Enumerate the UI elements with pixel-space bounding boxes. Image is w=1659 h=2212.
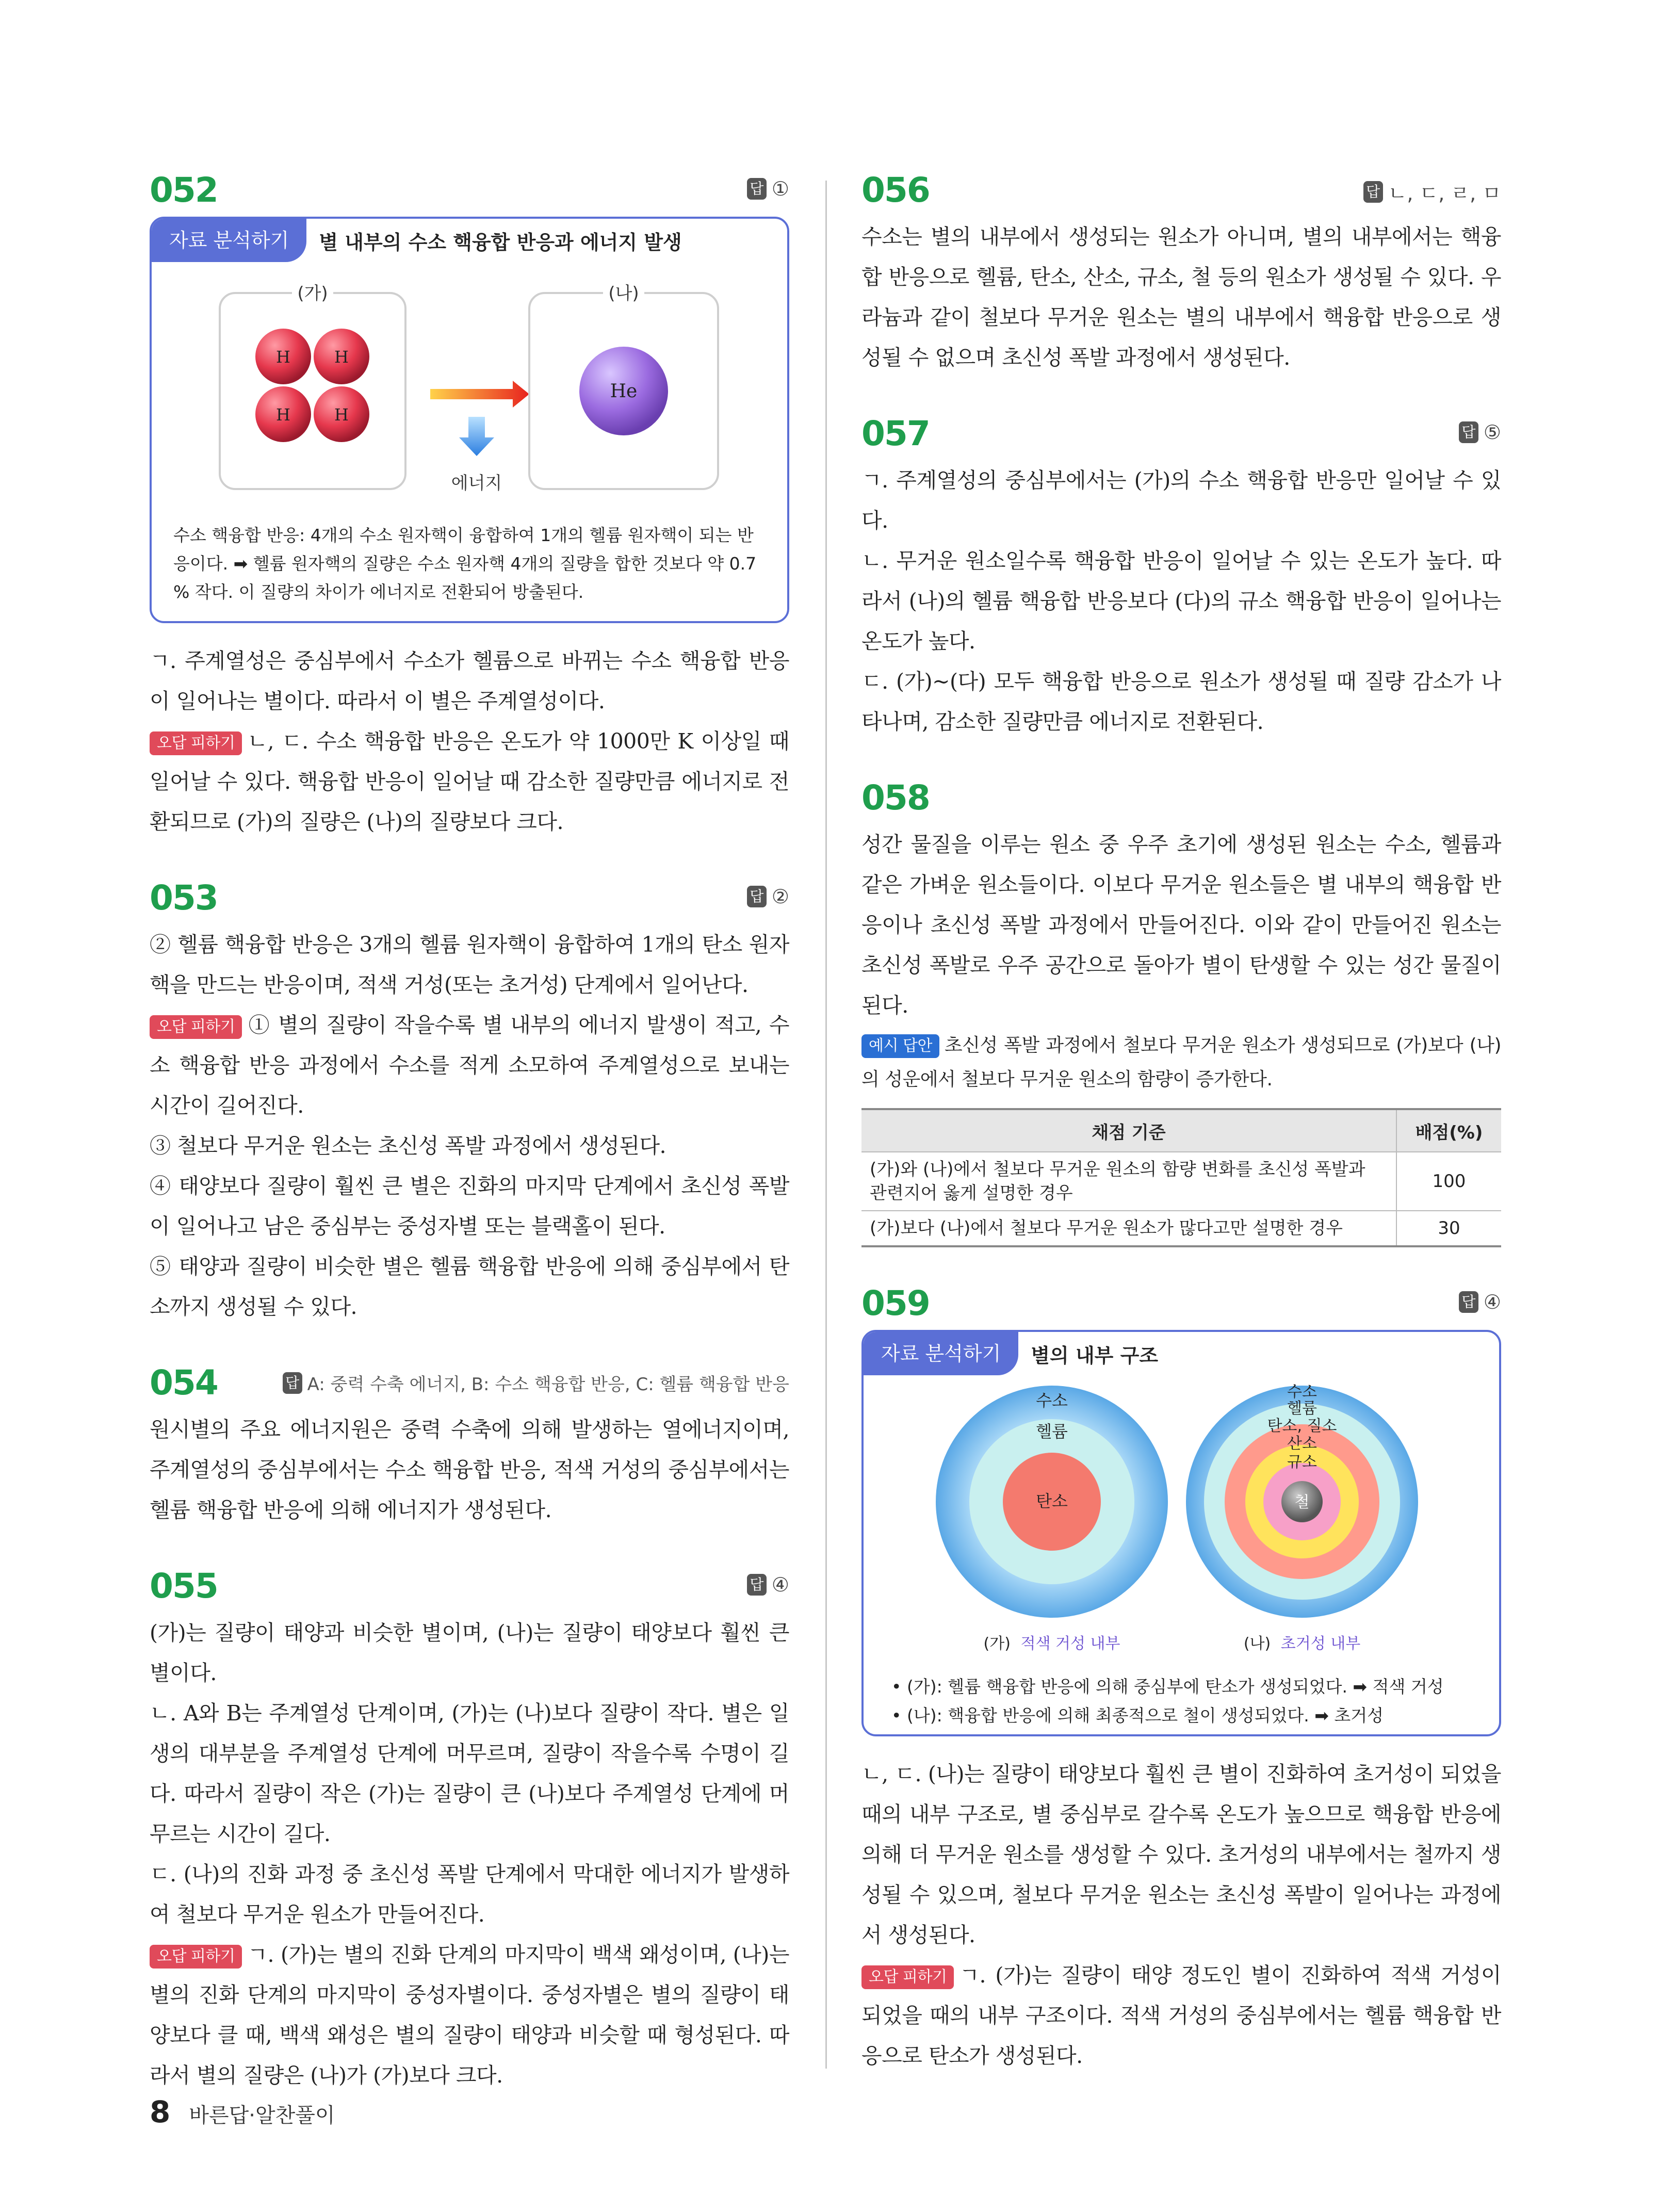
paragraph: ㄱ. 주계열성의 중심부에서는 (가)의 수소 핵융합 반응만 일어날 수 있다. <box>861 468 1501 533</box>
table-cell: (가)보다 (나)에서 철보다 무거운 원소가 많다고만 설명한 경우 <box>861 1211 1396 1246</box>
answer-value: ④ <box>771 1573 789 1596</box>
fusion-arrow <box>430 381 529 408</box>
page-footer <box>150 2094 335 2129</box>
svg-text:헬륨: 헬륨 <box>1287 1400 1317 1418</box>
answer-value: ② <box>771 885 789 908</box>
svg-text:H: H <box>276 347 290 367</box>
box-bullets <box>891 1672 1444 1730</box>
paragraph: ㄱ. 주계열성은 중심부에서 수소가 헬륨으로 바뀌는 수소 핵융합 반응이 일어나는 별이다. 따라서 이 별은 주계열성이다. <box>150 648 789 713</box>
paragraph: (가)는 질량이 태양과 비슷한 별이며, (나)는 질량이 태양보다 훨씬 큰 별이다. <box>150 1620 789 1685</box>
label-ga: (가) <box>297 283 328 304</box>
question-number: 056 <box>861 170 930 210</box>
data-analysis-box-059 <box>861 1330 1501 1736</box>
answer-label <box>747 177 789 200</box>
example-answer-text: 초신성 폭발 과정에서 철보다 무거운 원소가 생성되므로 (가)보다 (나)의 성운에서 철보다 무거운 원소의 함량이 증가한다. <box>861 1035 1501 1090</box>
scoring-table <box>861 1108 1501 1247</box>
paragraph: 성간 물질을 이루는 원소 중 우주 초기에 생성된 원소는 수소, 헬륨과 같은 가벼운 원소들이다. 이보다 무거운 원소들은 별 내부의 핵융합 반응이나 초신성 폭발 과정에서 만들어진다. 이와 같이 만들어진 원소는 초신성 폭발로 우주 공간으로 돌아가 별이 탄생할 수 있는 성간 물질이 된다. <box>861 832 1501 1018</box>
question-058-header <box>861 778 1501 824</box>
paragraph: ⑤ 태양과 질량이 비슷한 별은 헬륨 핵융합 반응에 의해 중심부에서 탄소까지 생성될 수 있다. <box>150 1254 789 1319</box>
svg-text:수소: 수소 <box>1036 1391 1068 1410</box>
page-number: 8 <box>150 2094 171 2129</box>
svg-text:H: H <box>334 347 349 367</box>
svg-text:산소: 산소 <box>1287 1435 1317 1453</box>
energy-label: 에너지 <box>451 473 502 494</box>
column-divider <box>825 181 827 2069</box>
answer-icon: 답 <box>283 1372 302 1394</box>
box-heading: 별 내부의 수소 핵융합 반응과 에너지 발생 <box>319 231 682 254</box>
svg-text:(나) 초거성 내부 <box>1244 1635 1360 1653</box>
answer-icon: 답 <box>747 1574 767 1596</box>
answer-icon: 답 <box>747 886 767 907</box>
example-answer-tag: 예시 답안 <box>861 1034 939 1058</box>
svg-text:규소: 규소 <box>1287 1453 1317 1471</box>
svg-text:수소: 수소 <box>1287 1383 1317 1401</box>
table-cell: (가)와 (나)에서 철보다 무거운 원소의 함량 변화를 초신성 폭발과 관련지어 옳게 설명한 경우 <box>861 1152 1396 1211</box>
svg-text:(가) 적색 거성 내부 <box>984 1635 1120 1653</box>
supergiant-structure <box>1186 1383 1418 1618</box>
answer-value: ⑤ <box>1483 421 1501 444</box>
question-number: 058 <box>861 778 930 818</box>
svg-text:철: 철 <box>1294 1493 1310 1511</box>
box-heading: 별의 내부 구조 <box>1031 1344 1159 1367</box>
answer-label <box>1363 177 1501 206</box>
question-number: 054 <box>150 1363 218 1403</box>
answer-label <box>747 885 789 908</box>
paragraph: ㄴ, ㄷ. (나)는 질량이 태양보다 훨씬 큰 별이 진화하여 초거성이 되었을 때의 내부 구조로, 별 중심부로 갈수록 온도가 높으므로 핵융합 반응에 의해 더 무거운 원소를 생성할 수 있다. 초거성의 내부에서는 철까지 생성될 수 있으며, 철보다 무거운 원소는 초신성 폭발이 일어나는 과정에서 생성된다. <box>861 1762 1501 1947</box>
question-number: 053 <box>150 878 218 918</box>
answer-icon: 답 <box>1363 181 1383 203</box>
answer-value: A: 중력 수축 에너지, B: 수소 핵융합 반응, C: 헬륨 핵융합 반응 <box>307 1374 789 1395</box>
paragraph: ㄴ. 무거운 원소일수록 핵융합 반응이 일어날 수 있는 온도가 높다. 따라서 (나)의 헬륨 핵융합 반응보다 (다)의 규소 핵융합 반응이 일어나는 온도가 높다. <box>861 548 1501 654</box>
question-056-header <box>861 170 1501 217</box>
question-054-header <box>150 1363 789 1409</box>
answer-value: ㄴ, ㄷ, ㄹ, ㅁ <box>1388 182 1501 205</box>
paragraph <box>861 1955 1501 2076</box>
question-number: 055 <box>150 1566 218 1606</box>
table-cell: 30 <box>1396 1211 1501 1246</box>
example-answer <box>861 1029 1501 1097</box>
hydrogen-nuclei <box>255 329 369 442</box>
paragraph: ㄷ. (나)의 진화 과정 중 초신성 폭발 단계에서 막대한 에너지가 발생하여 철보다 무거운 원소가 만들어진다. <box>150 1862 789 1927</box>
paragraph <box>150 1934 789 2095</box>
box-tab: 자료 분석하기 <box>864 1332 1018 1375</box>
paragraph: 원시별의 주요 에너지원은 중력 수축에 의해 발생하는 열에너지이며, 주계열성의 중심부에서는 수소 핵융합 반응, 적색 거성의 중심부에서는 헬륨 핵융합 반응에 의해 에너지가 생성된다. <box>150 1417 789 1522</box>
left-column <box>150 170 789 2095</box>
energy-down-arrow <box>459 417 494 456</box>
answer-label <box>1459 421 1501 444</box>
paragraph <box>150 721 789 842</box>
bullet-item: • (가): 헬륨 핵융합 반응에 의해 중심부에 탄소가 생성되었다. ➡ 적색 거성 <box>891 1677 1444 1697</box>
question-number: 052 <box>150 170 218 210</box>
table-cell: 100 <box>1396 1152 1501 1211</box>
question-052-header <box>150 170 789 217</box>
table-header: 채점 기준 <box>861 1109 1396 1152</box>
svg-text:탄소, 질소: 탄소, 질소 <box>1267 1417 1337 1435</box>
paragraph-text: ㄴ, ㄷ. 수소 핵융합 반응은 온도가 약 1000만 K 이상일 때 일어날 수 있다. 핵융합 반응이 일어날 때 감소한 질량만큼 에너지로 전환되므로 (가)의 질량은 (나)의 질량보다 크다. <box>150 729 789 834</box>
svg-text:탄소: 탄소 <box>1036 1491 1068 1511</box>
data-analysis-box-052 <box>150 217 789 623</box>
paragraph: ㄷ. (가)~(다) 모두 핵융합 반응으로 원소가 생성될 때 질량 감소가 나타나며, 감소한 질량만큼 에너지로 전환된다. <box>861 669 1501 734</box>
caption-ga-text: 적색 거성 내부 <box>1020 1635 1120 1653</box>
bullet-item: • (나): 핵융합 반응에 의해 최종적으로 철이 생성되었다. ➡ 초거성 <box>891 1705 1384 1726</box>
paragraph-text: ㄱ. (가)는 별의 진화 단계의 마지막이 백색 왜성이며, (나)는 별의 진화 단계의 마지막이 중성자별이다. 중성자별은 별의 질량이 태양보다 클 때, 백색 왜성은 별의 질량이 태양과 비슷할 때 형성된다. 따라서 별의 질량은 (나)가 (가)보다 크다. <box>150 1942 789 2088</box>
paragraph: 수소는 별의 내부에서 생성되는 원소가 아니며, 별의 내부에서는 핵융합 반응으로 헬륨, 탄소, 산소, 규소, 철 등의 원소가 생성될 수 있다. 우라늄과 같이 철보다 무거운 원소는 별의 내부에서 핵융합 반응으로 생성될 수 없으며 초신성 폭발 과정에서 생성된다. <box>861 224 1501 370</box>
svg-text:H: H <box>276 405 290 425</box>
answer-icon: 답 <box>747 178 767 200</box>
svg-text:He: He <box>610 381 638 402</box>
wrong-answer-tag: 오답 피하기 <box>861 1965 954 1989</box>
paragraph-text: ① 별의 질량이 작을수록 별 내부의 에너지 발생이 적고, 수소 핵융합 반응 과정에서 수소를 적게 소모하여 주계열성으로 보내는 시간이 길어진다. <box>150 1013 789 1118</box>
question-055-header <box>150 1566 789 1613</box>
paragraph: ③ 철보다 무거운 원소는 초신성 폭발 과정에서 생성된다. <box>150 1133 666 1158</box>
caption-na-text: 초거성 내부 <box>1280 1635 1361 1653</box>
table-row <box>861 1211 1501 1246</box>
caption-na-label: (나) <box>1243 1635 1271 1653</box>
answer-icon: 답 <box>1459 421 1478 443</box>
answer-label <box>1459 1291 1501 1313</box>
question-number: 059 <box>861 1283 930 1323</box>
box-caption: 수소 핵융합 반응: 4개의 수소 원자핵이 융합하여 1개의 헬륨 원자핵이 되는 반응이다. ➡ 헬륨 원자핵의 질량은 수소 원자핵 4개의 질량을 합한 것보다 약 0.7 % 작다. 이 질량의 차이가 에너지로 전환되어 방출된다. <box>173 525 757 602</box>
caption-ga-label: (가) <box>983 1635 1011 1653</box>
wrong-answer-tag: 오답 피하기 <box>150 1945 242 1969</box>
paragraph: ② 헬륨 핵융합 반응은 3개의 헬륨 원자핵이 융합하여 1개의 탄소 원자핵을 만드는 반응이며, 적색 거성(또는 초거성) 단계에서 일어난다. <box>150 932 789 997</box>
answer-value: ④ <box>1483 1291 1501 1313</box>
paragraph <box>150 1005 789 1126</box>
answer-label <box>747 1573 789 1596</box>
svg-text:헬륨: 헬륨 <box>1036 1422 1068 1441</box>
wrong-answer-tag: 오답 피하기 <box>150 1015 242 1039</box>
fusion-diagram <box>152 262 787 510</box>
paragraph-text: ㄱ. (가)는 질량이 태양 정도인 별이 진화하여 적색 거성이 되었을 때의 내부 구조이다. 적색 거성의 중심부에서는 헬륨 핵융합 반응으로 탄소가 생성된다. <box>861 1963 1501 2068</box>
star-structure-diagram <box>864 1375 1499 1664</box>
svg-text:H: H <box>334 405 349 425</box>
question-059-header <box>861 1283 1501 1330</box>
question-number: 057 <box>861 414 930 453</box>
answer-icon: 답 <box>1459 1291 1478 1313</box>
box-tab: 자료 분석하기 <box>152 219 306 262</box>
red-giant-structure <box>936 1386 1168 1618</box>
label-na: (나) <box>608 283 639 304</box>
right-column <box>861 170 1501 2076</box>
paragraph: ㄴ. A와 B는 주계열성 단계이며, (가)는 (나)보다 질량이 작다. 별은 일생의 대부분을 주계열성 단계에 머무르며, 질량이 작을수록 수명이 길다. 따라서 질량이 작은 (가)는 질량이 큰 (나)보다 주계열성 단계에 머무르는 시간이 길다. <box>150 1701 789 1846</box>
wrong-answer-tag: 오답 피하기 <box>150 731 242 755</box>
question-057-header <box>861 414 1501 460</box>
panel-ga <box>220 293 405 489</box>
paragraph: ④ 태양보다 질량이 훨씬 큰 별은 진화의 마지막 단계에서 초신성 폭발이 일어나고 남은 중심부는 중성자별 또는 블랙홀이 된다. <box>150 1174 789 1239</box>
answer-value: ① <box>771 177 789 200</box>
table-header: 배점(%) <box>1396 1109 1501 1152</box>
book-title: 바른답·알찬풀이 <box>189 2104 335 2127</box>
table-row <box>861 1152 1501 1211</box>
answer-label <box>283 1370 789 1395</box>
question-053-header <box>150 878 789 924</box>
